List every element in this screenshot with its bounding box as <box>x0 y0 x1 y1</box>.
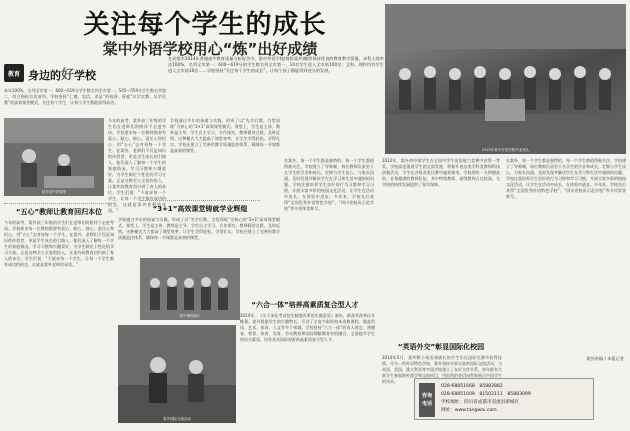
section-heading-2: “3+1”高效课堂铸就学业辉煌 <box>152 205 248 213</box>
section-text-4: 2014年5月，棠外附小英语戏剧社的学生们在国际比赛中获得佳绩。作为一所外语特色学校，棠外坚持开展丰富的国际交流活动，与英国、美国、澳大利亚等多国学校建立了友好合作关系，每年都有大批学生参加海外游学和交流项目，用流利的英语向世界展示中国学生的风采。 <box>382 355 502 384</box>
page-title: 关注每个学生的成长 <box>83 10 327 40</box>
contact-label-top: 咨询 <box>421 393 432 399</box>
classroom-photo <box>4 118 104 196</box>
divider <box>4 203 114 204</box>
lead-paragraph: 在成都市2014年普通高中教育质量分析报告中，棠中外语学校(简称棠外)继续保持优良的教育教学质量，本科上线率达100%，名列全市第一；600—619分的学生数名列全市第一，10名学生进入全市前100名；文科、理科均有学生进入全市前10名……学校坚持“关注每个学生的成长”，让每个孩子都能得到充分的发展。 <box>168 56 384 74</box>
section-heading-4: “英语外交”彰显国际化校园 <box>397 343 485 351</box>
signature: 棠外供稿 / 本报记者 <box>586 356 624 361</box>
section-heading-3: “六合一体”培养高素质复合型人才 <box>251 301 359 309</box>
column-name <box>28 64 96 83</box>
page-subtitle: 棠中外语学校用心“炼”出好成绩 <box>102 40 318 58</box>
contact-line-3: 学校地址：四川省成都市双流县新城区 <box>441 400 520 405</box>
contact-label-bottom: 电话 <box>421 401 432 407</box>
course-photo-graphic <box>140 258 240 320</box>
classroom-photo-graphic <box>4 118 104 196</box>
section-text-2: 学校通过多年的探索与实践，形成了以“先学后教、当堂训练”为核心的“3+1”高效课堂模式。课堂上，学生是主体，教师是主导，学生自主学习、合作探究，教师精讲点拨、及时反馈。这种模式大大提高了课堂效率，让学生学得轻松、学得扎实。学校还建立了完善的教学质量监控体系，确保每一节课都是高效的课堂。 <box>118 217 280 240</box>
far-right-column-text: 在棠外，每一个学生都是独特的，每一个学生都值得被关注。学校建立了导师制，每位教师负责若干名学生的学业和成长，定期与学生谈心，与家长沟通，及时发现并解决学生在学习和生活中遇到的问题。学校注重培养学生良好的行为习惯和学习习惯，开展丰富多彩的校园文化活动，让学生在活动中成长，在体验中进步。多年来，学校先后获得“全国优秀外语特色学校”、“四川省校风示范学校”等多项荣誉称号。 <box>506 158 626 199</box>
section-text-1: 今年的高考，棠外高三年级的学生们在老师们的陪伴下走进考场。学校要求每一位教师都要有爱心、耐心、细心、责任心和恒心，用“五心”去对待每一个学生。在棠外，老师们不仅是知识的传授者，更是学生成长的引路人。他们深入了解每一个学生的家庭情况、学习习惯和兴趣爱好，为学生制定个性化的学习方案。正是这种全心全意的投入，让棠外的教育回归到了育人的本位。学生们说：“不放弃每一个学生，让每一个学生都有成功的机会，这就是棠外老师的承诺。” <box>4 220 114 267</box>
contact-lines <box>441 383 531 415</box>
course-photo-caption: 棠外课程展示 <box>179 314 201 318</box>
contact-line-1: 028-68851668 85882882 <box>441 384 503 389</box>
column-name-suffix: 学校 <box>74 68 97 82</box>
column-name-highlight: 好 <box>61 67 75 83</box>
contact-line-4: 网址：www.tangwai.com <box>441 408 497 413</box>
column-badge: 教育 <box>4 64 24 82</box>
section-text-3: 2014年，《关于深化考试招生制度改革的实施意见》颁布，新高考改革拉开帷幕。棠外根据学生的兴趣特长，开设了丰富多彩的校本选修课程，涵盖科技、艺术、体育、人文等多个领域。学校坚持“六合一体”的育人理念，将德育、智育、体育、美育、劳动教育和国际理解教育有机融合，全面提升学生的综合素质，培养具有国际视野的高素质复合型人才。 <box>240 313 375 342</box>
contact-box <box>414 378 594 420</box>
column-name-prefix: 身边的 <box>28 68 61 82</box>
classroom-photo-caption: 棠外初中部课堂 <box>41 190 67 194</box>
middle-column-text: 学校通过多年的探索与实践，形成了以“先学后教、当堂训练”为核心的“3+1”高效课堂模式。课堂上，学生是主体，教师是主导，学生自主学习、合作探究，教师精讲点拨、及时反馈。这种模式大大提高了课堂效率，让学生学得轻松、学得扎实。学校还建立了完善的教学质量监控体系，确保每一节课都是高效的课堂。 <box>170 118 280 153</box>
course-photo <box>140 258 240 320</box>
activity-photo-graphic <box>118 325 236 423</box>
activity-photo-caption: 棠外国际交流活动 <box>163 417 191 421</box>
contact-line-2: 028-68851009 81502111 85883099 <box>441 392 531 397</box>
right-column-text-b: 2012年，棠外初中部学生在全国中学生英语能力竞赛中获得一等奖。学校高度重视学生的全面发展，积极开展各类学科竞赛和科技创新活动，学生在各级各类比赛中屡获殊荣。学校拥有一支师德高尚、业务精湛的教师队伍，其中特级教师、高级教师占比较高，为学校的持续发展提供了坚实保障。 <box>382 158 500 187</box>
section-heading-1: “五心”教师让教育回归本位 <box>15 208 103 216</box>
contact-label <box>419 383 435 417</box>
group-photo-graphic <box>385 4 626 154</box>
left-photo-side-text: 今年的高考，棠外高三年级的学生们在老师们的陪伴下走进考场。学校要求每一位教师都要有爱心、耐心、细心、责任心和恒心，用“五心”去对待每一个学生。在棠外，老师们不仅是知识的传授者，更是学生成长的引路人。他们深入了解每一个学生的家庭情况、学习习惯和兴趣爱好，为学生制定个性化的学习方案。正是这种全心全意的投入，让棠外的教育回归到了育人的本位。学生们说：“不放弃每一个学生，让每一个学生都有成功的机会，这就是棠外老师的承诺。” <box>108 118 166 213</box>
column-header <box>4 62 164 84</box>
divider <box>140 200 260 201</box>
group-photo-caption: 2015年棠中外语学校毕业典礼 <box>481 148 530 152</box>
right-column-text-a: 在棠外，每一个学生都是独特的，每一个学生都值得被关注。学校建立了导师制，每位教师负责若干名学生的学业和成长，定期与学生谈心，与家长沟通，及时发现并解决学生在学习和生活中遇到的问题。学校注重培养学生良好的行为习惯和学习习惯，开展丰富多彩的校园文化活动，让学生在活动中成长，在体验中进步。多年来，学校先后获得“全国优秀外语特色学校”、“四川省校风示范学校”等多项荣誉称号。 <box>284 158 374 211</box>
intro-text: 本年100%，名列全市第一；600—619分学生数名列全市第一；545—559分学生数名列第二，综合指标位居前列。学校坚持“仁德、忠信、求是”的校训，探索“以学定教、以学论教”的高效课堂模式，关注每个学生，让每个学生都能获得成功。 <box>4 88 166 105</box>
group-photo <box>385 4 626 154</box>
activity-photo <box>118 325 236 423</box>
